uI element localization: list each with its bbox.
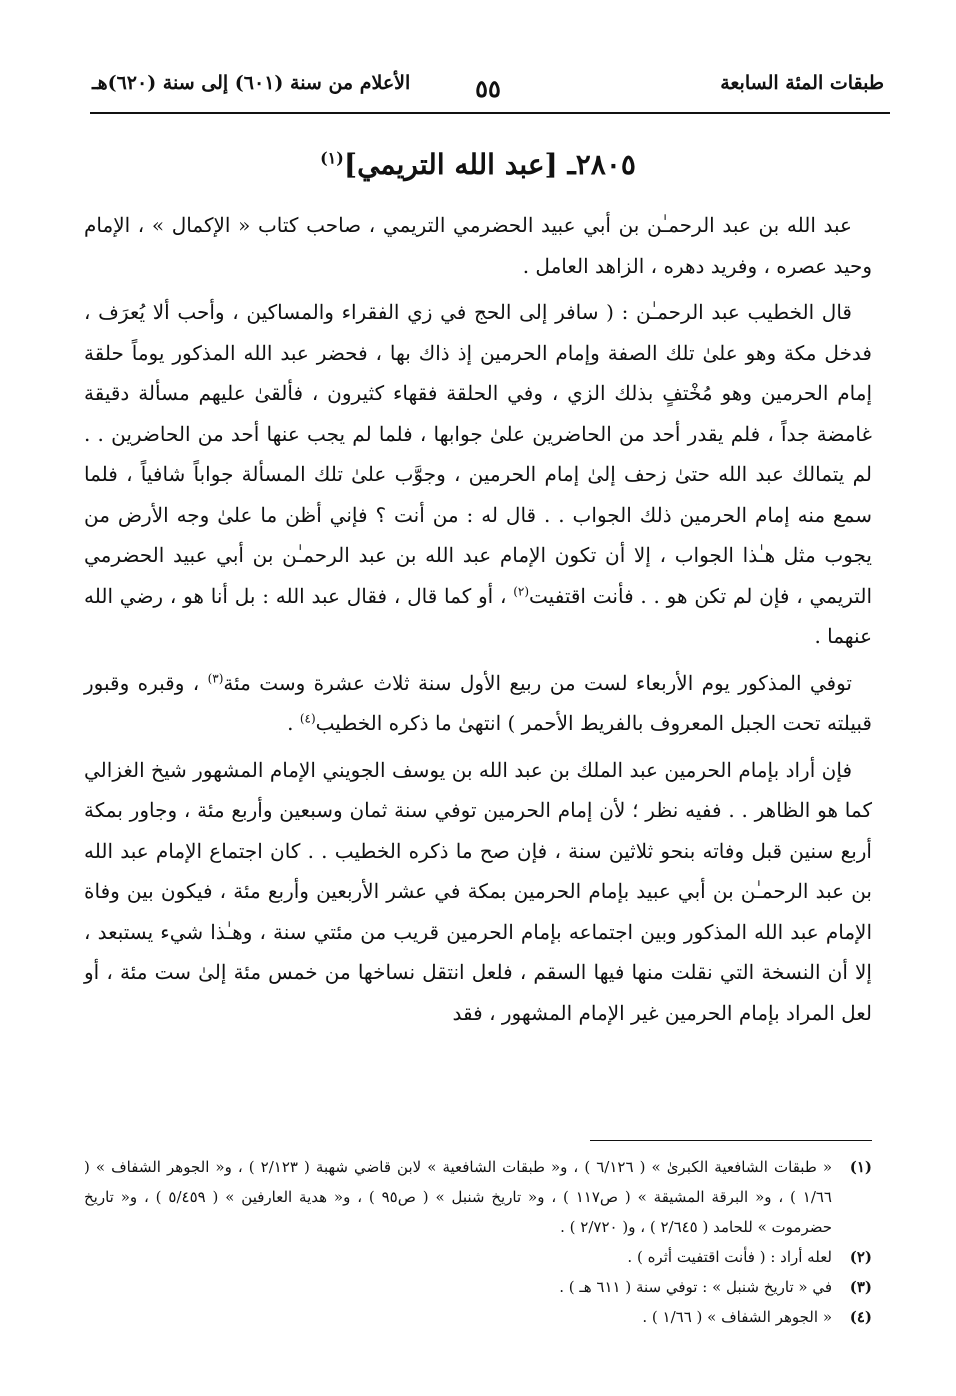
page-number: ٥٥: [475, 74, 501, 103]
paragraph: [84, 292, 872, 657]
entry-title-note-ref: (١): [320, 148, 344, 168]
paragraph-text: قال الخطيب عبد الرحمـٰن : ( سافر إلى الحج في زي الفقراء والمساكين ، وأحب ألا يُعرَف ، فدخل مكة وهو علىٰ تلك الصفة وإمام الحرمين إذ ذاك بها ، فحضر عبد الله المذكور يوماً حلقة إمام الحرمين وهو مُخْتفٍ بذلك الزي ، وفي الحلقة فقهاء كثيرون ، فألقىٰ عليهم مسألة دقيقة غامضة جداً ، فلم يقدر أحد من الحاضرين علىٰ جوابها ، فلما لم يجب عنها أحد من الحاضرين . . لم يتمالك عبد الله حتىٰ زحف إلىٰ إمام الحرمين ، وجوَّب علىٰ تلك المسألة جواباً شافياً ، فلما سمع منه إمام الحرمين ذلك الجواب . . قال له : من أنت ؟ فإني أظن ما علىٰ وجه الأرض من يجوب مثل هـٰذا الجواب ، إلا أن تكون الإمام عبد الله بن عبد الرحمـٰن بن أبي عبيد الحضرمي التريمي ، فإن لم تكن هو . . فأنت اقتفيت: [84, 300, 872, 608]
footnote: [84, 1152, 872, 1242]
header-rule: [90, 112, 890, 114]
entry-title-text: ٢٨٠٥ـ [عبد الله التريمي]: [343, 148, 636, 181]
footnote-number: (٢): [849, 1248, 872, 1266]
paragraph: [84, 205, 872, 286]
footnote-ref: (٤): [299, 711, 316, 726]
footnote-text: لعله أراد : ( فأنت اقتفيت أثره ) .: [627, 1248, 832, 1266]
footnote-text: في « تاريخ شنبل » : توفي سنة ( ٦١١ هـ ) .: [559, 1278, 832, 1296]
footnote-number: (١): [849, 1158, 872, 1176]
paragraph: [84, 750, 872, 1034]
footnote-number: (٤): [849, 1308, 872, 1326]
paragraph: [84, 663, 872, 744]
footnote: [84, 1302, 872, 1332]
paragraph-text: فإن أراد بإمام الحرمين عبد الملك بن عبد الله بن يوسف الجويني الإمام المشهور شيخ الغزالي كما هو الظاهر . . ففيه نظر ؛ لأن إمام الحرمين توفي سنة ثمان وسبعين وأربع مئة ، وجاور بمكة أربع سنين قبل وفاته بنحو ثلاثين سنة ، فإن صح ما ذكره الخطيب . . كان اجتماع الإمام عبد الله بن عبد الرحمـٰن بن أبي عبيد بإمام الحرمين بمكة في عشر الأربعين وأربع مئة ، فيكون بين وفاة الإمام عبد الله المذكور وبين اجتماعه بإمام الحرمين قريب من مئتي سنة ، وهـٰذا شيء يستبعد ، إلا أن النسخة التي نقلت منها فيها السقم ، فلعل انتقل نساخها من خمس مئة إلىٰ ست مئة ، أو لعل المراد بإمام الحرمين غير الإمام المشهور ، فقد: [84, 757, 872, 1025]
paragraph-text: ، وقبره وقبور قبيلته تحت الجبل المعروف بالفريط الأحمر ) انتهىٰ ما ذكره الخطيب: [84, 670, 872, 735]
footnote: [84, 1272, 872, 1302]
footnote-text: « طبقات الشافعية الكبرىٰ » ( ٦/١٢٦ ) ، و« طبقات الشافعية » لابن قاضي شهبة ( ٢/١٢٣ ) ، و« الجوهر الشفاف » ( ١/٦٦ ) ، و« البرقة المشيقة » ( ص١١٧ ) ، و« تاريخ شنبل » ( ص٩٥ ) ، و« هدية العارفين » ( ٥/٤٥٩ ) ، و« تاريخ حضرموت » للحامد ( ٢/٦٤٥ ) ، و( ٢/٧٢٠ ) .: [84, 1158, 832, 1236]
footnotes: [84, 1152, 872, 1332]
paragraph-text: عبد الله بن عبد الرحمـٰن بن أبي عبيد الحضرمي التريمي ، صاحب كتاب « الإكمال » ، الإمام وحيد عصره ، وفريد دهره ، الزاهد العامل .: [84, 213, 872, 278]
paragraph-text: توفي المذكور يوم الأربعاء لست من ربيع الأول سنة ثلاث عشرة وست مئة: [223, 670, 853, 695]
entry-title: [0, 148, 956, 181]
paragraph-text: ، أو كما قال ، فقال عبد الله : بل أنا هو ، رضي الله عنهما .: [84, 583, 872, 648]
footnote-rule: [590, 1140, 872, 1141]
paragraph-text: .: [287, 711, 300, 735]
running-header: [92, 72, 884, 112]
running-header-section-title: طبقات المئة السابعة: [720, 72, 884, 94]
footnote-number: (٣): [849, 1278, 872, 1296]
footnote-ref: (٣): [207, 670, 224, 685]
main-text: [84, 205, 872, 1039]
footnote-ref: (٢): [513, 583, 530, 598]
running-header-range-title: الأعلام من سنة (٦٠١) إلى سنة (٦٢٠)هـ: [92, 72, 411, 94]
footnote-text: « الجوهر الشفاف » ( ١/٦٦ ) .: [642, 1308, 832, 1326]
footnote: [84, 1242, 872, 1272]
